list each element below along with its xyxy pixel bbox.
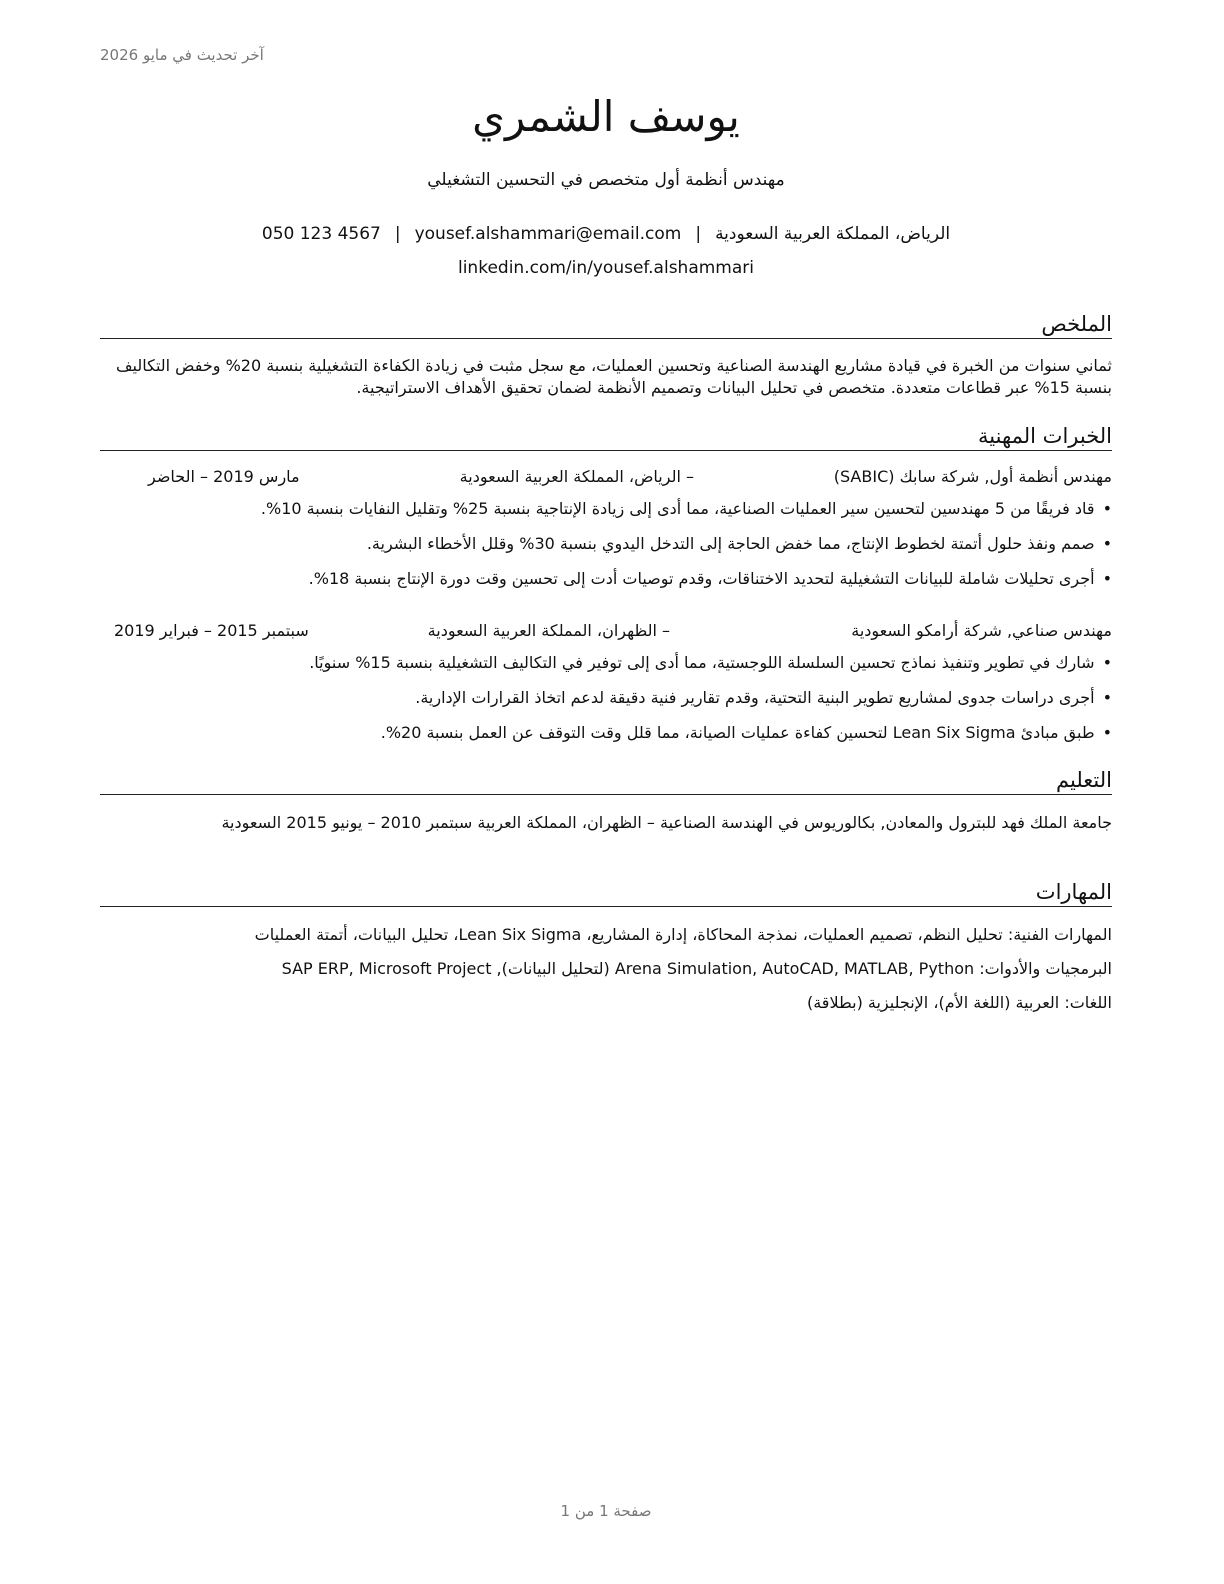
job-dates: سبتمبر 2015 – فبراير 2019 [114, 621, 309, 640]
job-bullet: • أجرى دراسات جدوى لمشاريع تطوير البنية التحتية، وقدم تقارير فنية دقيقة لدعم اتخاذ القرارات الإدارية. [100, 687, 1112, 722]
candidate-name: يوسف الشمري [472, 92, 740, 141]
job-role: مهندس أنظمة أول, شركة سابك (SABIC) [833, 467, 1112, 486]
job-dates: مارس 2019 – الحاضر [148, 467, 300, 486]
skills-tools: البرمجيات والأدوات: Arena Simulation, AutoCAD, MATLAB, Python (لتحليل البيانات), SAP ERP, Microsoft Project [281, 959, 1112, 978]
education-text: جامعة الملك فهد للبترول والمعادن, بكالوريوس في الهندسة الصناعية – الظهران، المملكة العربية سبتمبر 2010 – يونيو 2015 السعودية [221, 813, 1112, 832]
summary-heading: الملخص [100, 311, 1112, 339]
job-bullet: • أجرى تحليلات شاملة للبيانات التشغيلية لتحديد الاختناقات، وقدم توصيات أدت إلى تحسين وقت دورة الإنتاج بنسبة 18%. [100, 568, 1112, 603]
summary-text: ثماني سنوات من الخبرة في قيادة مشاريع الهندسة الصناعية وتحسين العمليات، مع سجل مثبت في زيادة الكفاءة التشغيلية بنسبة 20% وخفض التكاليف بنسبة 15% عبر قطاعات متعددة. متخصص في تحليل البيانات وتصميم الأنظمة لضمان تحقيق الأهداف الاستراتيجية. [115, 356, 1112, 397]
job-bullet: • شارك في تطوير وتنفيذ نماذج تحسين السلسلة اللوجستية، مما أدى إلى توفير في التكاليف التشغيلية بنسبة 15% سنويًا. [100, 652, 1112, 687]
linkedin-link[interactable]: linkedin.com/in/yousef.alshammari [457, 258, 754, 278]
contact-phone: 050 123 4567 [261, 224, 381, 244]
candidate-headline: مهندس أنظمة أول متخصص في التحسين التشغيلي [427, 170, 785, 190]
skills-technical: المهارات الفنية: تحليل النظم، تصميم العمليات، نمذجة المحاكاة، إدارة المشاريع، Lean Six Sigma، تحليل البيانات، أتمتة العمليات [254, 925, 1112, 944]
experience-heading: الخبرات المهنية [100, 423, 1112, 451]
last-updated-note: آخر تحديث في مايو 2026 [100, 46, 264, 64]
job-role: مهندس صناعي, شركة أرامكو السعودية [851, 621, 1112, 640]
job-bullet: • صمم ونفذ حلول أتمتة لخطوط الإنتاج، مما خفض الحاجة إلى التدخل اليدوي بنسبة 30% وقلل الأخطاء البشرية. [100, 533, 1112, 568]
job-bullets [100, 652, 1112, 757]
skills-languages: اللغات: العربية (اللغة الأم)، الإنجليزية (بطلاقة) [806, 993, 1112, 1012]
contact-separator: | [695, 224, 702, 244]
job-header [100, 621, 1112, 643]
job-bullet: • طبق مبادئ Lean Six Sigma لتحسين كفاءة عمليات الصيانة، مما قلل وقت التوقف عن العمل بنسبة 20%. [100, 722, 1112, 757]
education-heading: التعليم [100, 767, 1112, 795]
job-location: – الظهران، المملكة العربية السعودية [427, 621, 670, 640]
resume-page [100, 0, 1112, 1584]
job-header [100, 467, 1112, 489]
job-bullets [100, 498, 1112, 603]
skills-heading: المهارات [100, 879, 1112, 907]
contact-line [100, 224, 1112, 244]
skills-list [100, 924, 1112, 1026]
contact-separator: | [394, 224, 401, 244]
contact-email[interactable]: yousef.alshammari@email.com [414, 224, 682, 244]
page-number: صفحة 1 من 1 [560, 1502, 652, 1520]
job-bullet: • قاد فريقًا من 5 مهندسين لتحسين سير العمليات الصناعية، مما أدى إلى زيادة الإنتاجية بنسبة 25% وتقليل النفايات بنسبة 10%. [100, 498, 1112, 533]
job-location: – الرياض، المملكة العربية السعودية [459, 467, 694, 486]
contact-location: الرياض، المملكة العربية السعودية [715, 224, 951, 244]
